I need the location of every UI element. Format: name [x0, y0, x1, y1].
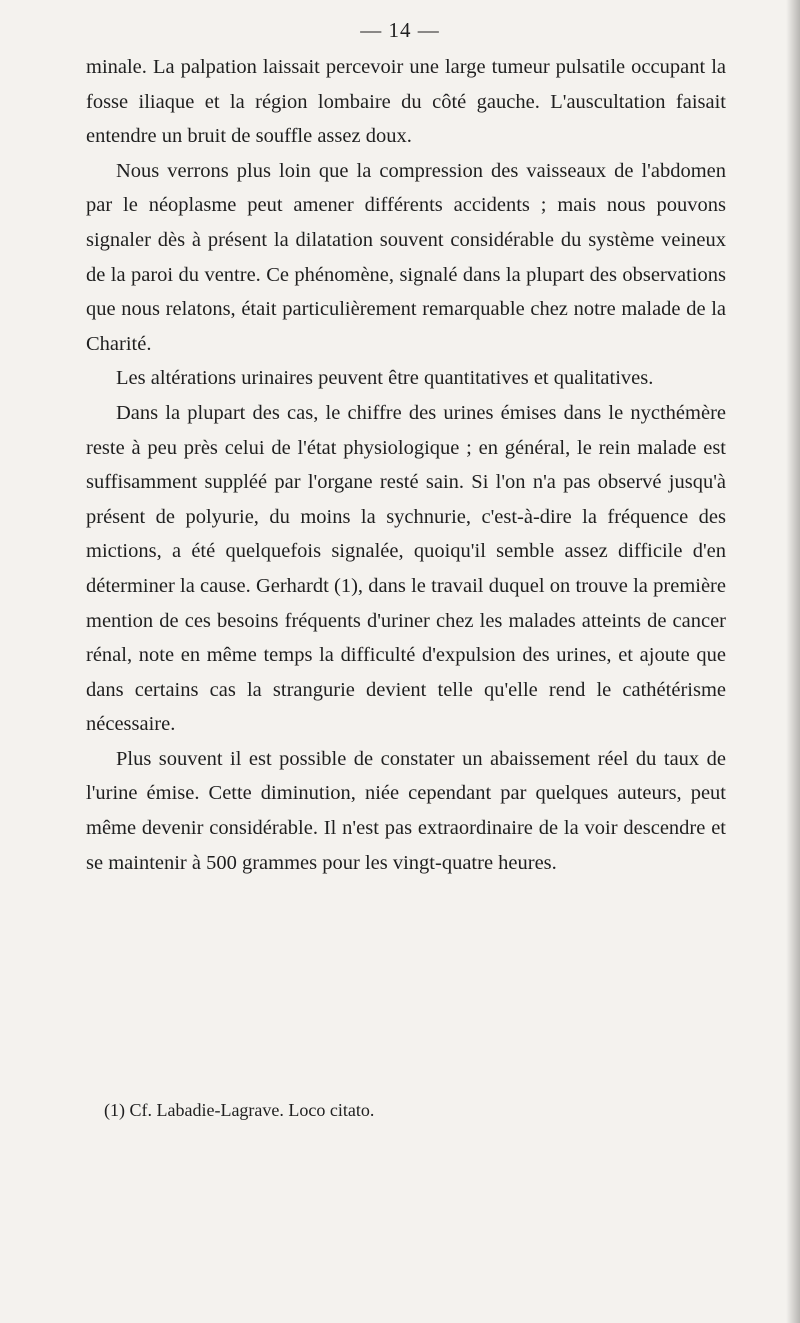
paragraph-2: Nous verrons plus loin que la compression des vaisseaux de l'abdomen par le néoplasme peut amener différents accidents ; mais nous pouvons signaler dès à présent la dilatation souvent considérable du système veineux de la paroi du ventre. Ce phénomène, signalé dans la plupart des observations que nous relatons, était particulièrement remarquable chez notre malade de la Charité. — [86, 159, 726, 355]
paragraph-1: minale. La palpation laissait percevoir une large tumeur pulsatile occupant la fosse iliaque et la région lombaire du côté gauche. L'auscultation faisait entendre un bruit de souffle assez doux. — [86, 56, 726, 148]
paragraph-3: Les altérations urinaires peuvent être quantitatives et qualitatives. — [116, 367, 654, 390]
page-edge-shadow — [786, 0, 800, 1323]
paragraph-5: Plus souvent il est possible de constater un abaissement réel du taux de l'urine émise. Cette diminution, niée cependant par quelques auteurs, peut même devenir considérable. Il n'est pas extraordinaire de la voir descendre et se maintenir à 500 grammes pour les vingt-quatre heures. — [86, 747, 726, 874]
body-text — [86, 50, 726, 880]
page-number: — 14 — — [360, 18, 440, 42]
paragraph-4: Dans la plupart des cas, le chiffre des urines émises dans le nycthémère reste à peu près celui de l'état physiologique ; en général, le rein malade est suffisamment suppléé par l'organe resté sain. Si l'on n'a pas observé jusqu'à présent de polyurie, du moins la sychnurie, c'est-à-dire la fréquence des mictions, a été quelquefois signalée, quoiqu'il semble assez difficile d'en déterminer la cause. Gerhardt (1), dans le travail duquel on trouve la première mention de ces besoins fréquents d'uriner chez les malades atteints de cancer rénal, note en même temps la difficulté d'expulsion des urines, et ajoute que dans certains cas la strangurie devient telle qu'elle rend le cathétérisme nécessaire. — [86, 401, 726, 736]
footnote: (1) Cf. Labadie-Lagrave. Loco citato. — [104, 1100, 375, 1120]
